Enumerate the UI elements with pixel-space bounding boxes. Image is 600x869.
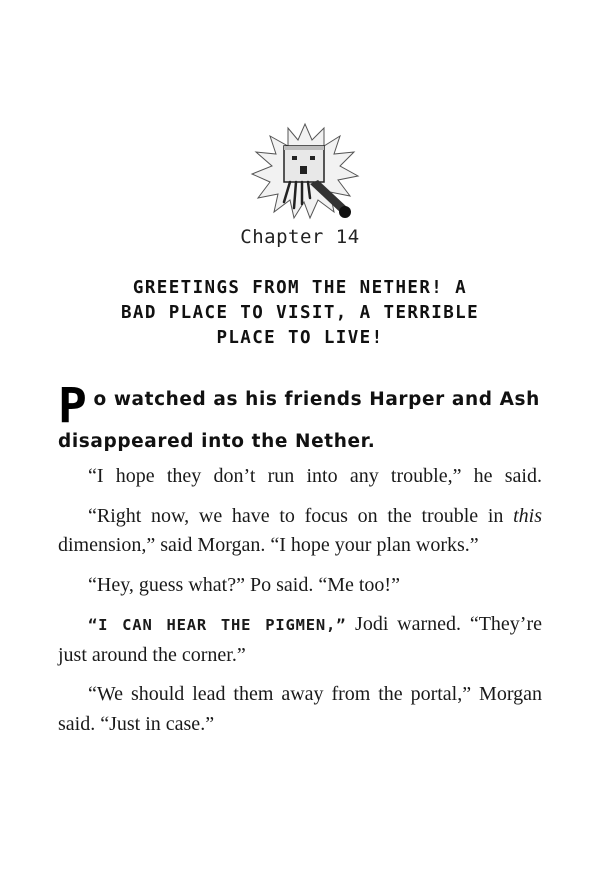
paragraph-3 bbox=[58, 571, 542, 601]
drop-cap: P bbox=[58, 378, 88, 434]
lead-text: o watched as his friends Harper and Ash disappeared into the Nether. bbox=[58, 389, 540, 452]
chapter-label: Chapter 14 bbox=[240, 226, 360, 248]
paragraph-4-text: Jodi warned. “They’re just around the corner.” bbox=[58, 613, 542, 666]
body-text bbox=[58, 462, 542, 749]
lead-paragraph bbox=[58, 378, 548, 457]
ghast-icon bbox=[250, 122, 360, 222]
paragraph-2 bbox=[58, 502, 542, 561]
paragraph-1-text: “I hope they don’t run into any trouble,” he said. bbox=[88, 465, 542, 487]
paragraph-1 bbox=[58, 462, 542, 492]
paragraph-5 bbox=[58, 680, 542, 739]
paragraph-2-text-post: dimension,” said Morgan. “I hope your plan works.” bbox=[58, 534, 479, 556]
paragraph-3-text: “Hey, guess what?” Po said. “Me too!” bbox=[88, 573, 400, 596]
paragraph-4 bbox=[58, 610, 542, 670]
paragraph-2-text-pre: “Right now, we have to focus on the trouble in bbox=[88, 504, 514, 527]
emphasis-this: this bbox=[513, 504, 542, 527]
shouted-dialogue: “I CAN HEAR THE PIGMEN,” bbox=[88, 616, 347, 634]
chapter-title: GREETINGS FROM THE NETHER! A BAD PLACE TO VISIT, A TERRIBLE PLACE TO LIVE! bbox=[120, 278, 480, 348]
paragraph-5-text: “We should lead them away from the portal,” Morgan said. “Just in case.” bbox=[58, 683, 542, 735]
